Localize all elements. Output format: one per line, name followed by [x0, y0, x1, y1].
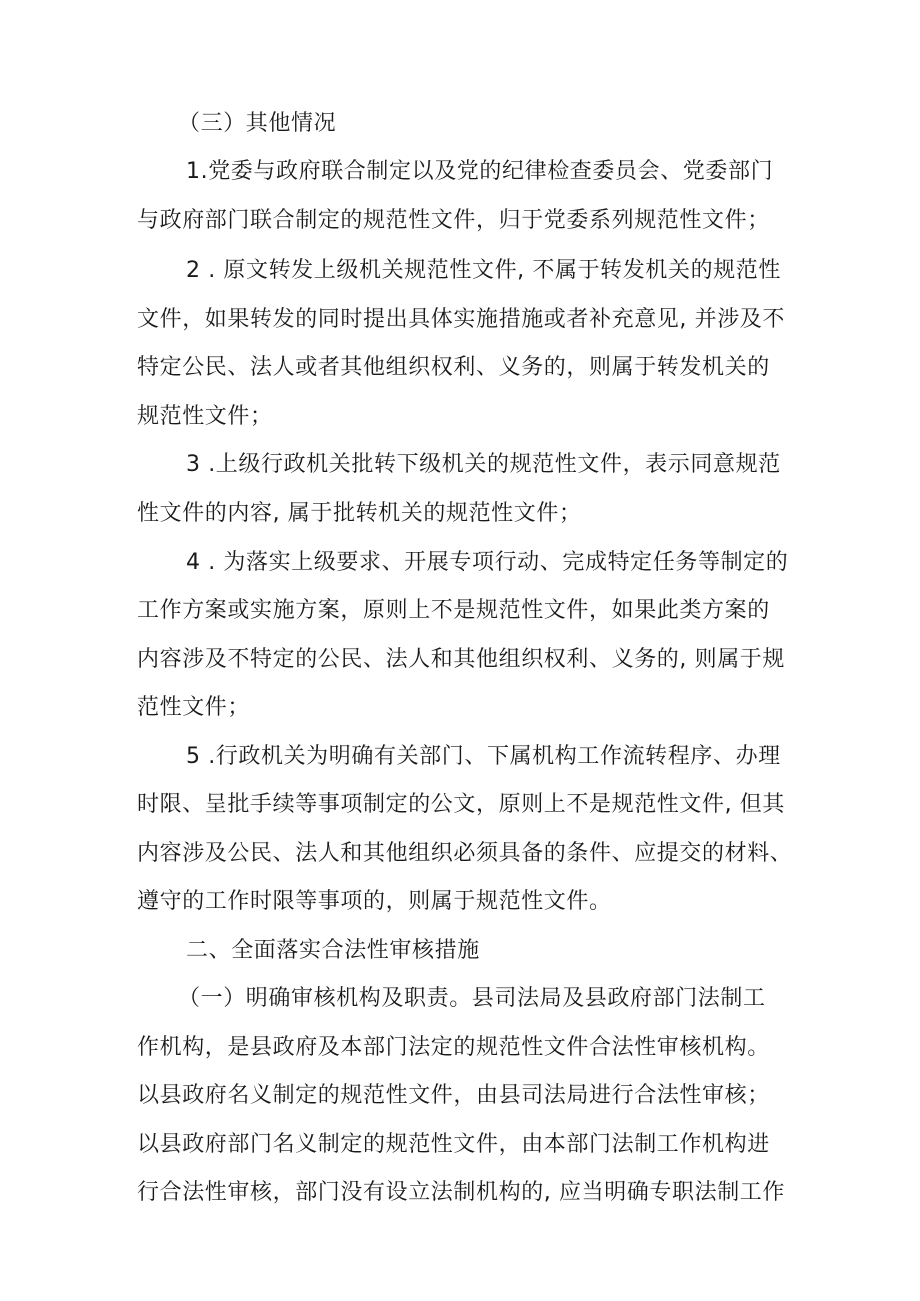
paragraph-line: 时限、呈批手续等事项制定的公文，原则上不是规范性文件, 但其 [137, 792, 785, 817]
paragraph-line: 1.党委与政府联合制定以及党的纪律检查委员会、党委部门 [186, 159, 774, 184]
paragraph-line: 行合法性审核，部门没有设立法制机构的, 应当明确专职法制工作 [137, 1180, 785, 1205]
paragraph-line: 以县政府部门名义制定的规范性文件，由本部门法制工作机构进 [137, 1132, 770, 1157]
paragraph-line: 工作方案或实施方案，原则上不是规范性文件，如果此类方案的 [137, 598, 770, 623]
heading-legality-review: 二、全面落实合法性审核措施 [186, 938, 480, 963]
heading-other-situations: （三）其他情况 [178, 111, 337, 136]
paragraph-line: 以县政府名义制定的规范性文件，由县司法局进行合法性审核； [137, 1083, 770, 1108]
paragraph-line: 3 .上级行政机关批转下级机关的规范性文件，表示同意规范 [186, 452, 781, 477]
paragraph-line: 内容涉及不特定的公民、法人和其他组织权利、义务的, 则属于规 [137, 647, 785, 672]
paragraph-line: 遵守的工作时限等事项的，则属于规范性文件。 [137, 889, 612, 914]
paragraph-line: 内容涉及公民、法人和其他组织必须具备的条件、应提交的材料、 [137, 841, 793, 866]
paragraph-line: 与政府部门联合制定的规范性文件，归于党委系列规范性文件； [137, 208, 770, 233]
paragraph-line: 2 . 原文转发上级机关规范性文件, 不属于转发机关的规范性 [186, 258, 781, 283]
paragraph-line: 特定公民、法人或者其他组织权利、义务的，则属于转发机关的 [137, 355, 770, 380]
paragraph-line: 作机构，是县政府及本部门法定的规范性文件合法性审核机构。 [137, 1035, 770, 1060]
paragraph-line: （一）明确审核机构及职责。县司法局及县政府部门法制工 [178, 986, 766, 1011]
paragraph-line: 5 .行政机关为明确有关部门、下属机构工作流转程序、办理 [186, 744, 781, 769]
paragraph-line: 文件，如果转发的同时提出具体实施措施或者补充意见, 并涉及不 [137, 307, 785, 332]
paragraph-line: 4 . 为落实上级要求、开展专项行动、完成特定任务等制定的 [186, 550, 789, 575]
paragraph-line: 规范性文件； [137, 404, 273, 429]
paragraph-line: 性文件的内容, 属于批转机关的规范性文件； [137, 501, 582, 526]
paragraph-line: 范性文件； [137, 695, 251, 720]
